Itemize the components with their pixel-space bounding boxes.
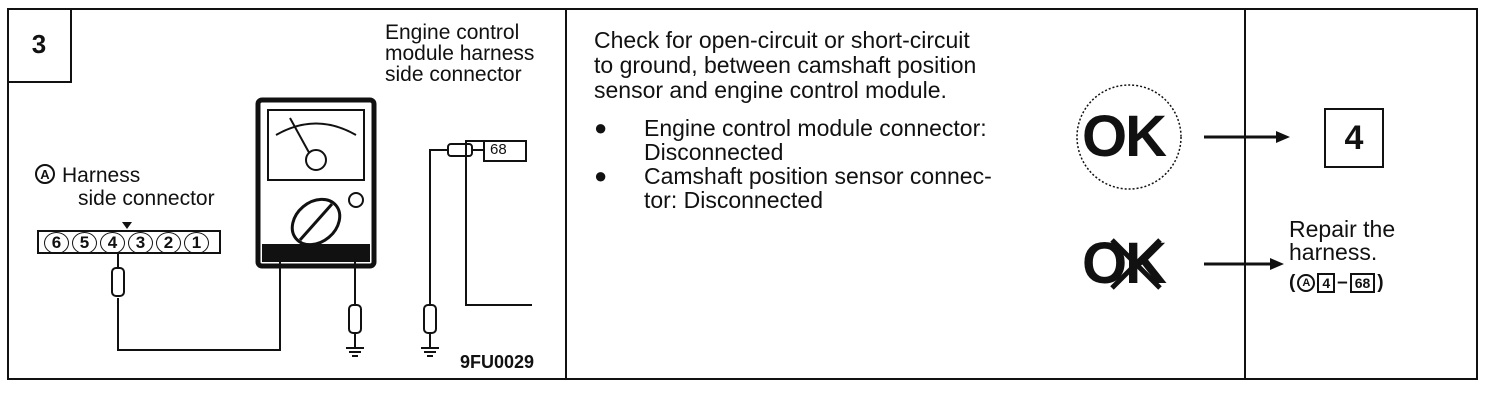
paren-close: ) [1377, 272, 1384, 293]
instruction-line: sensor and engine control module. [594, 77, 947, 103]
figure-code: 9FU0029 [460, 352, 535, 372]
instruction-line: Check for open-circuit or short-circuit [594, 27, 970, 53]
bullet-line: tor: Disconnected [644, 187, 823, 213]
ecm-label-line: Engine control [385, 21, 520, 44]
bullet-icon: ● [594, 163, 608, 188]
ecm-label-line: module harness [385, 42, 535, 65]
bullet-icon: ● [594, 115, 608, 140]
connector-pin: 4 [100, 232, 125, 254]
connector-pin: 2 [156, 232, 181, 254]
repair-reference [1289, 272, 1384, 294]
harness-marker-ref: A [1297, 274, 1315, 292]
bullet-line: Camshaft position sensor connec- [644, 163, 992, 189]
condition-list [594, 116, 1064, 212]
instruction-text [594, 28, 1064, 103]
ecm-label-line: side connector [385, 63, 522, 86]
connector-pin: 1 [184, 232, 209, 254]
pin-ref-to: 68 [1350, 273, 1376, 293]
repair-instruction [1289, 218, 1395, 264]
instruction-line: to ground, between camshaft position [594, 52, 977, 78]
ok-result: OK [1082, 104, 1165, 169]
harness-label [62, 164, 215, 210]
harness-label-line: side connector [78, 187, 215, 210]
ng-result: OK [1082, 231, 1165, 296]
harness-label-line: Harness [62, 164, 141, 187]
connector-pin: 3 [128, 232, 153, 254]
harness-marker: A [35, 164, 55, 184]
pin-ref-from: 4 [1317, 273, 1335, 293]
ecm-connector-label [385, 22, 534, 85]
dash: – [1337, 272, 1348, 293]
next-step-box: 4 [1324, 108, 1384, 168]
bullet-line: Disconnected [644, 139, 784, 165]
connector-pin: 5 [72, 232, 97, 254]
step-number: 3 [8, 8, 72, 83]
ecm-pin: 68 [490, 141, 507, 158]
connector-pin: 6 [44, 232, 69, 254]
bullet-line: Engine control module connector: [644, 115, 987, 141]
repair-line: Repair the [1289, 216, 1396, 242]
list-item [594, 164, 1064, 212]
paren-open: ( [1289, 272, 1296, 293]
connector-pins [44, 232, 209, 254]
repair-line: harness. [1289, 239, 1378, 265]
list-item [594, 116, 1064, 164]
